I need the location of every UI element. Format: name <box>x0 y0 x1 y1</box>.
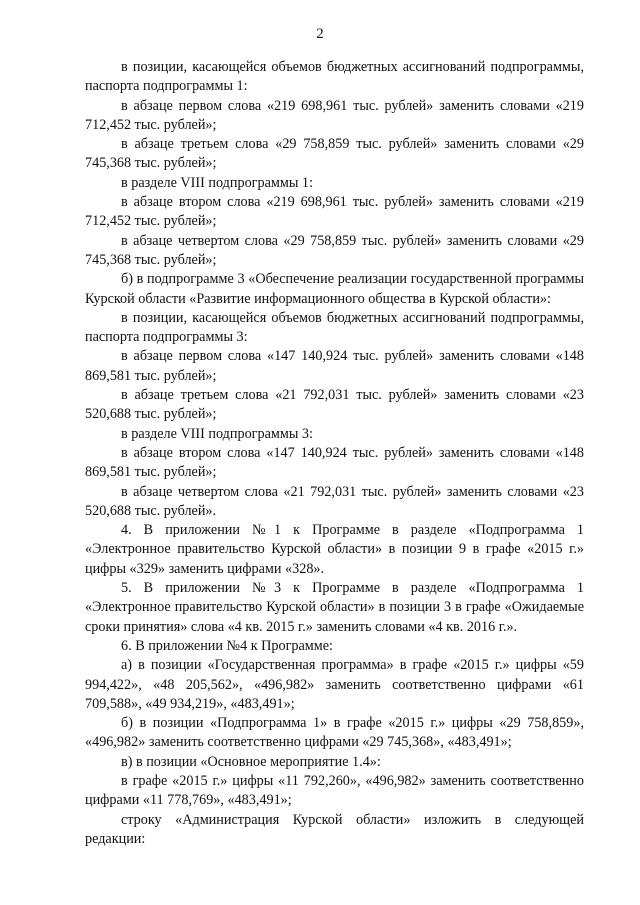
paragraph: в абзаце первом слова «147 140,924 тыс. рублей» заменить словами «148 869,581 тыс. рублей»; <box>85 348 584 384</box>
paragraph: в абзаце третьем слова «29 758,859 тыс. рублей» заменить словами «29 745,368 тыс. рублей»; <box>85 136 584 172</box>
paragraph: а) в позиции «Государственная программа» в графе «2015 г.» цифры «59 994,422», «48 205,562», «496,982» заменить соответственно цифрами «61 709,588», «49 934,219», «483,491»; <box>85 657 584 712</box>
paragraph: в разделе VIII подпрограммы 1: <box>121 174 313 191</box>
paragraph: в позиции, касающейся объемов бюджетных ассигнований подпрограммы, паспорта подпрограммы 1: <box>85 59 584 95</box>
paragraph: строку «Администрация Курской области» изложить в следующей редакции: <box>85 811 584 847</box>
paragraph: в абзаце первом слова «219 698,961 тыс. рублей» заменить словами «219 712,452 тыс. рублей»; <box>85 97 584 133</box>
paragraph: б) в подпрограмме 3 «Обеспечение реализации государственной программы Курской области «Развитие информационного общества в Курской области»: <box>85 271 584 307</box>
paragraph: в абзаце третьем слова «21 792,031 тыс. рублей» заменить словами «23 520,688 тыс. рублей»; <box>85 387 584 423</box>
paragraph: в графе «2015 г.» цифры «11 792,260», «496,982» заменить соответственно цифрами «11 778,769», «483,491»; <box>85 772 584 809</box>
paragraph: в абзаце четвертом слова «29 758,859 тыс. рублей» заменить словами «29 745,368 тыс. рублей»; <box>85 232 584 268</box>
paragraph: в абзаце четвертом слова «21 792,031 тыс. рублей» заменить словами «23 520,688 тыс. рублей». <box>85 483 584 519</box>
paragraph: 5. В приложении №3 к Программе в разделе «Подпрограмма 1 «Электронное правительство Курской области» в позиции 3 в графе «Ожидаемые сроки принятия» слова «4 кв. 2015 г.» заменить словами «4 кв. 2016 г.». <box>85 580 584 635</box>
document-body <box>85 58 584 849</box>
paragraph: 6. В приложении №4 к Программе: <box>121 637 333 654</box>
paragraph: в абзаце втором слова «147 140,924 тыс. рублей» заменить словами «148 869,581 тыс. рублей»; <box>85 444 584 481</box>
paragraph: 4. В приложении №1 к Программе в разделе «Подпрограмма 1 «Электронное правительство Курской области» в позиции 9 в графе «2015 г.» цифры «329» заменить цифрами «328». <box>85 522 584 577</box>
paragraph: в) в позиции «Основное мероприятие 1.4»: <box>121 753 381 770</box>
paragraph: в разделе VIII подпрограммы 3: <box>121 425 313 442</box>
paragraph: б) в позиции «Подпрограмма 1» в графе «2015 г.» цифры «29 758,859», «496,982» заменить соответственно цифрами «29 745,368», «483,491»; <box>85 715 584 751</box>
paragraph: в абзаце втором слова «219 698,961 тыс. рублей» заменить словами «219 712,452 тыс. рублей»; <box>85 194 584 230</box>
paragraph: в позиции, касающейся объемов бюджетных ассигнований подпрограммы, паспорта подпрограммы 3: <box>85 309 584 346</box>
page-number: 2 <box>316 26 324 42</box>
